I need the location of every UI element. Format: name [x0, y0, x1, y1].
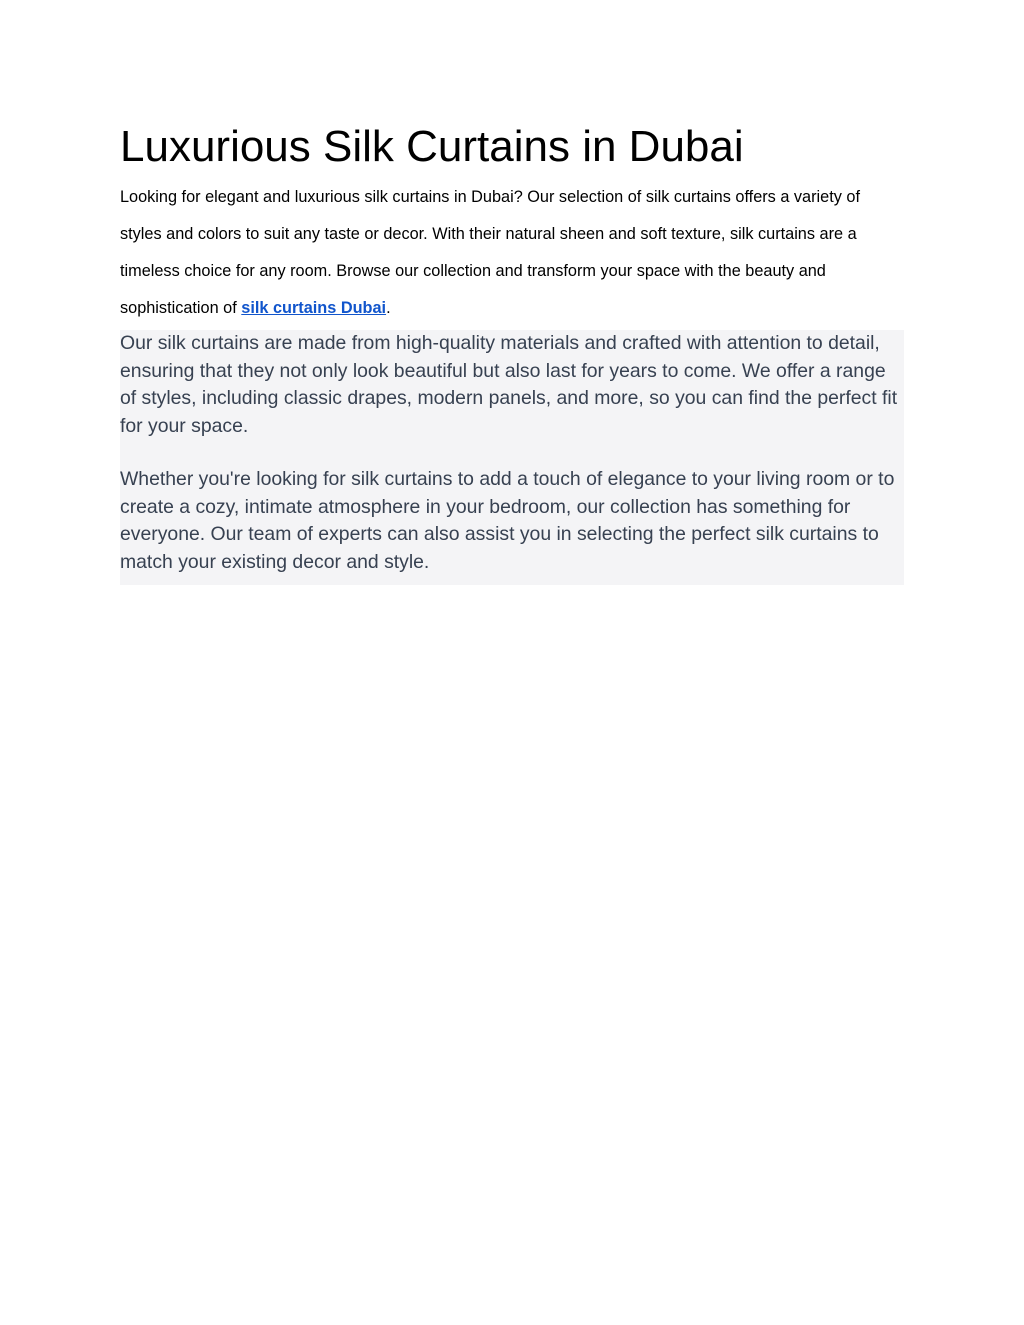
silk-curtains-dubai-link[interactable]: silk curtains Dubai — [241, 299, 387, 317]
body-paragraph-1: Our silk curtains are made from high-quality materials and crafted with attention to detail, ensuring that they not only look beautiful but also last for years to come. We offer a range of styles, including classic drapes, modern panels, and more, so you can find the perfect fit for your space. — [120, 332, 898, 438]
intro-period: . — [386, 299, 391, 317]
body-paragraph-2: Whether you're looking for silk curtains to add a touch of elegance to your living room or to create a cozy, intimate atmosphere in your bedroom, our collection has something for everyone. Our team of experts can also assist you in selecting the perfect silk curtains to match your existing decor and style. — [120, 467, 895, 573]
highlighted-content-block — [120, 330, 904, 585]
intro-paragraph — [120, 179, 904, 327]
page-title: Luxurious Silk Curtains in Dubai — [120, 122, 744, 171]
intro-text: Looking for elegant and luxurious silk curtains in Dubai? Our selection of silk curtains offers a variety of styles and colors to suit any taste or decor. With their natural sheen and soft texture, silk curtains are a timeless choice for any room. Browse our collection and transform your space with the beauty and sophistication of — [120, 188, 860, 317]
document-page — [120, 118, 904, 585]
